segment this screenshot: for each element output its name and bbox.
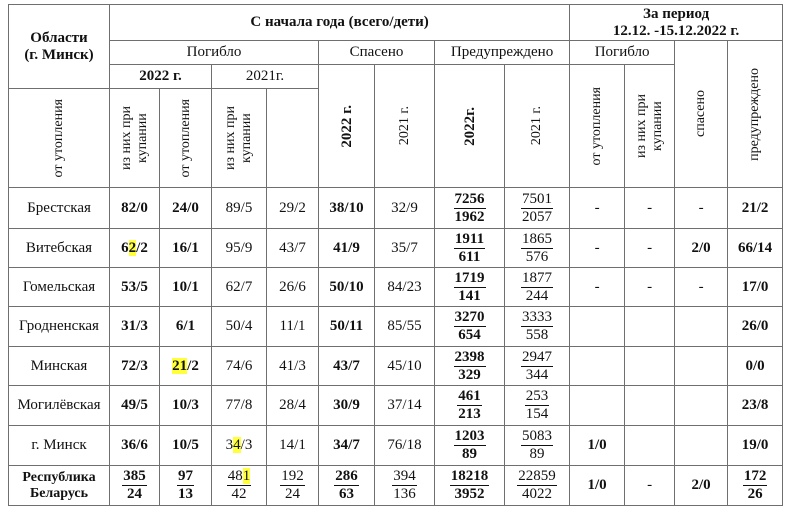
cell-saved-2021: 45/10 bbox=[375, 347, 435, 386]
cell-period-drowning bbox=[570, 307, 625, 347]
cell-period-bathing: - bbox=[625, 229, 675, 268]
cell-period-saved: - bbox=[675, 188, 728, 229]
ytd-header: С начала года (всего/дети) bbox=[110, 5, 570, 41]
cell-period-saved: - bbox=[675, 268, 728, 307]
total-period-prevented: $\frac{172}{26}$ bbox=[728, 466, 783, 506]
cell-period-drowning: - bbox=[570, 188, 625, 229]
region-name: Гродненская bbox=[9, 307, 110, 347]
cell-period-bathing bbox=[625, 347, 675, 386]
highlight-mark: 1 bbox=[242, 468, 251, 484]
cell-period-drowning bbox=[570, 386, 625, 426]
cell-died-2021: 50/4 bbox=[212, 307, 267, 347]
cell-died-2021: 77/8 bbox=[212, 386, 267, 426]
cell-saved-2022: 34/7 bbox=[319, 426, 375, 466]
cell-died-2022: 72/3 bbox=[110, 347, 160, 386]
cell-saved-2022: 50/11 bbox=[319, 307, 375, 347]
cell-prevented-2021: $\frac{253}{154}$ bbox=[505, 386, 570, 426]
saved-2022-header: 2022 г. bbox=[319, 65, 375, 188]
total-prevented-2021: $\frac{22859}{4022}$ bbox=[505, 466, 570, 506]
cell-period-prevented: 23/8 bbox=[728, 386, 783, 426]
total-died-2021: $\frac{481}{42}$ bbox=[212, 466, 267, 506]
period-bathing-header: из них при купании bbox=[625, 65, 675, 188]
cell-period-prevented: 0/0 bbox=[728, 347, 783, 386]
cell-saved-2021: 85/55 bbox=[375, 307, 435, 347]
cell-saved-2022: 38/10 bbox=[319, 188, 375, 229]
cell-bathing-2022: 6/1 bbox=[160, 307, 212, 347]
table-row bbox=[9, 229, 783, 268]
cell-saved-2022: 43/7 bbox=[319, 347, 375, 386]
cell-period-drowning: 1/0 bbox=[570, 426, 625, 466]
prevented-2022-header: 2022г. bbox=[435, 65, 505, 188]
saved-header: Спасено bbox=[319, 41, 435, 65]
total-period-saved: 2/0 bbox=[675, 466, 728, 506]
cell-died-2022: 49/5 bbox=[110, 386, 160, 426]
table-row bbox=[9, 268, 783, 307]
cell-prevented-2021: $\frac{1865}{576}$ bbox=[505, 229, 570, 268]
cell-saved-2021: 84/23 bbox=[375, 268, 435, 307]
cell-bathing-2021: 26/6 bbox=[267, 268, 319, 307]
cell-saved-2022: 41/9 bbox=[319, 229, 375, 268]
cell-died-2021: 95/9 bbox=[212, 229, 267, 268]
died-2021-drowning-header: от утопления bbox=[160, 89, 212, 188]
cell-prevented-2022: $\frac{2398}{329}$ bbox=[435, 347, 505, 386]
cell-saved-2021: 32/9 bbox=[375, 188, 435, 229]
cell-period-saved: 2/0 bbox=[675, 229, 728, 268]
cell-period-drowning: - bbox=[570, 229, 625, 268]
cell-saved-2022: 30/9 bbox=[319, 386, 375, 426]
period-died-header: Погибло bbox=[570, 41, 675, 65]
cell-period-saved bbox=[675, 347, 728, 386]
prevented-header: Предупреждено bbox=[435, 41, 570, 65]
region-name: Могилёвская bbox=[9, 386, 110, 426]
cell-died-2022: 82/0 bbox=[110, 188, 160, 229]
cell-period-drowning bbox=[570, 347, 625, 386]
period-saved-header: спасено bbox=[675, 41, 728, 188]
cell-bathing-2021: 41/3 bbox=[267, 347, 319, 386]
cell-died-2022: 31/3 bbox=[110, 307, 160, 347]
total-period-drowning: 1/0 bbox=[570, 466, 625, 506]
cell-prevented-2022: $\frac{1719}{141}$ bbox=[435, 268, 505, 307]
period-prevented-header: предупреждено bbox=[728, 41, 783, 188]
highlight-mark: 4 bbox=[233, 437, 241, 453]
cell-period-saved bbox=[675, 307, 728, 347]
cell-prevented-2022: $\frac{1911}{611}$ bbox=[435, 229, 505, 268]
highlight-mark: 2 bbox=[128, 239, 137, 256]
cell-saved-2022: 50/10 bbox=[319, 268, 375, 307]
cell-bathing-2022: 10/5 bbox=[160, 426, 212, 466]
cell-period-prevented: 26/0 bbox=[728, 307, 783, 347]
died-header: Погибло bbox=[110, 41, 319, 65]
highlight-mark: 21 bbox=[172, 357, 188, 374]
cell-prevented-2022: $\frac{461}{213}$ bbox=[435, 386, 505, 426]
cell-prevented-2022: $\frac{7256}{1962}$ bbox=[435, 188, 505, 229]
region-name: г. Минск bbox=[9, 426, 110, 466]
cell-died-2021: 89/5 bbox=[212, 188, 267, 229]
died-2022-bathing-header: из них при купании bbox=[110, 89, 160, 188]
cell-bathing-2021: 43/7 bbox=[267, 229, 319, 268]
cell-prevented-2021: $\frac{1877}{244}$ bbox=[505, 268, 570, 307]
cell-prevented-2022: $\frac{3270}{654}$ bbox=[435, 307, 505, 347]
cell-period-bathing bbox=[625, 307, 675, 347]
cell-bathing-2021: 29/2 bbox=[267, 188, 319, 229]
table-row bbox=[9, 386, 783, 426]
statistics-table-wrapper bbox=[8, 4, 783, 506]
total-period-bathing: - bbox=[625, 466, 675, 506]
cell-period-bathing: - bbox=[625, 268, 675, 307]
cell-period-saved bbox=[675, 426, 728, 466]
cell-prevented-2022: $\frac{1203}{89}$ bbox=[435, 426, 505, 466]
cell-bathing-2022: 16/1 bbox=[160, 229, 212, 268]
region-name: Витебская bbox=[9, 229, 110, 268]
cell-prevented-2021: $\frac{7501}{2057}$ bbox=[505, 188, 570, 229]
died-2021-bathing-header: из них при купании bbox=[212, 89, 267, 188]
cell-period-bathing bbox=[625, 386, 675, 426]
died-2022-header: 2022 г. bbox=[110, 65, 212, 89]
total-saved-2021: $\frac{394}{136}$ bbox=[375, 466, 435, 506]
cell-died-2022: 53/5 bbox=[110, 268, 160, 307]
died-2022-drowning-header: от утопления bbox=[9, 89, 110, 188]
died-2021-header: 2021г. bbox=[212, 65, 319, 89]
region-name: Гомельская bbox=[9, 268, 110, 307]
cell-bathing-2022: 10/1 bbox=[160, 268, 212, 307]
total-prevented-2022: $\frac{18218}{3952}$ bbox=[435, 466, 505, 506]
table-row bbox=[9, 426, 783, 466]
cell-saved-2021: 35/7 bbox=[375, 229, 435, 268]
cell-bathing-2022: 10/3 bbox=[160, 386, 212, 426]
cell-period-bathing: - bbox=[625, 188, 675, 229]
table-row bbox=[9, 307, 783, 347]
cell-period-prevented: 19/0 bbox=[728, 426, 783, 466]
cell-saved-2021: 76/18 bbox=[375, 426, 435, 466]
cell-prevented-2021: $\frac{5083}{89}$ bbox=[505, 426, 570, 466]
cell-period-prevented: 17/0 bbox=[728, 268, 783, 307]
cell-bathing-2022: 24/0 bbox=[160, 188, 212, 229]
region-name: Брестская bbox=[9, 188, 110, 229]
cell-period-saved bbox=[675, 386, 728, 426]
cell-period-bathing bbox=[625, 426, 675, 466]
table-row bbox=[9, 188, 783, 229]
cell-prevented-2021: $\frac{3333}{558}$ bbox=[505, 307, 570, 347]
cell-saved-2021: 37/14 bbox=[375, 386, 435, 426]
total-bathing-2021: $\frac{192}{24}$ bbox=[267, 466, 319, 506]
cell-period-drowning: - bbox=[570, 268, 625, 307]
cell-died-2022: 36/6 bbox=[110, 426, 160, 466]
cell-period-prevented: 21/2 bbox=[728, 188, 783, 229]
cell-bathing-2022: 21/2 bbox=[160, 347, 212, 386]
total-label: Республика Беларусь bbox=[9, 466, 110, 506]
prevented-2021-header: 2021 г. bbox=[505, 65, 570, 188]
period-drowning-header: от утопления bbox=[570, 65, 625, 188]
region-name: Минская bbox=[9, 347, 110, 386]
saved-2021-header: 2021 г. bbox=[375, 65, 435, 188]
region-header: Области (г. Минск) bbox=[9, 5, 110, 89]
cell-died-2022: 62/2 bbox=[110, 229, 160, 268]
drowning-statistics-table bbox=[8, 4, 783, 506]
cell-died-2021: 62/7 bbox=[212, 268, 267, 307]
cell-died-2021: 74/6 bbox=[212, 347, 267, 386]
total-bathing-2022: $\frac{97}{13}$ bbox=[160, 466, 212, 506]
cell-died-2021: 34/3 bbox=[212, 426, 267, 466]
table-row bbox=[9, 347, 783, 386]
cell-bathing-2021: 11/1 bbox=[267, 307, 319, 347]
cell-bathing-2021: 28/4 bbox=[267, 386, 319, 426]
cell-bathing-2021: 14/1 bbox=[267, 426, 319, 466]
total-saved-2022: $\frac{286}{63}$ bbox=[319, 466, 375, 506]
total-died-2022: $\frac{385}{24}$ bbox=[110, 466, 160, 506]
total-row bbox=[9, 466, 783, 506]
cell-period-prevented: 66/14 bbox=[728, 229, 783, 268]
cell-prevented-2021: $\frac{2947}{344}$ bbox=[505, 347, 570, 386]
period-header: За период 12.12. -15.12.2022 г. bbox=[570, 5, 783, 41]
